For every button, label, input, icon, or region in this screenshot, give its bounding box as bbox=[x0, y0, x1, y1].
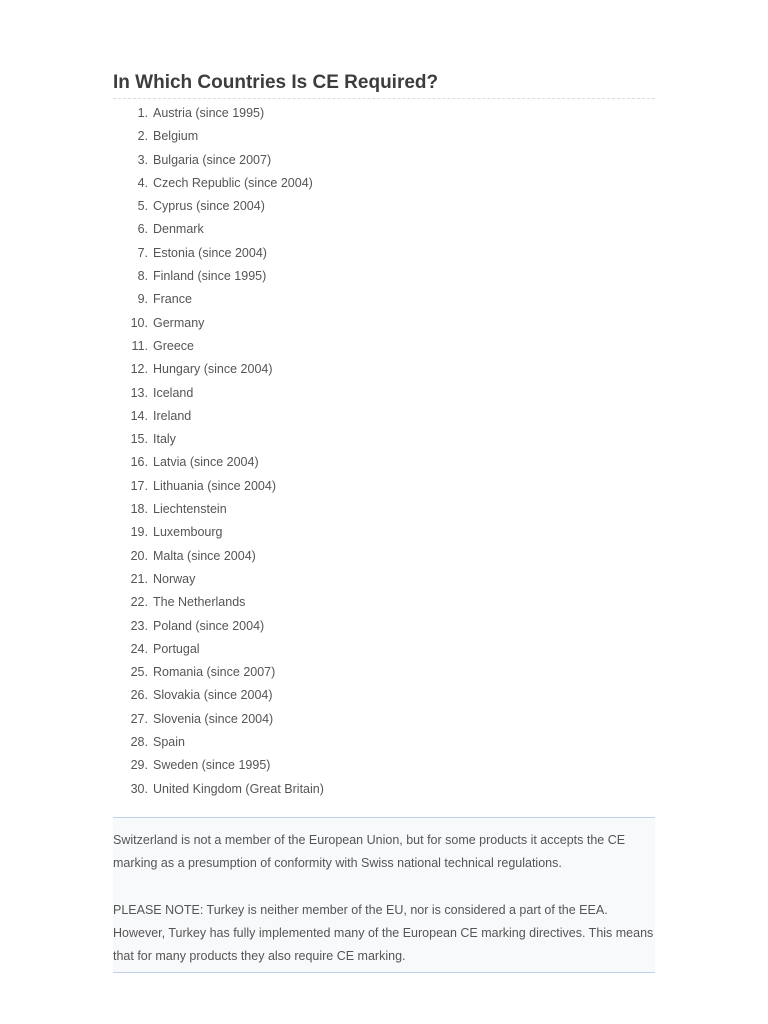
list-item bbox=[113, 451, 655, 474]
list-item bbox=[113, 218, 655, 241]
list-item bbox=[113, 545, 655, 568]
list-item-number: 6. bbox=[137, 222, 148, 237]
list-item-number: 18. bbox=[130, 502, 148, 517]
list-item bbox=[113, 661, 655, 684]
list-item bbox=[113, 568, 655, 591]
list-item-number: 1. bbox=[137, 106, 148, 120]
list-item-number: 24. bbox=[130, 641, 148, 656]
list-item-number: 29. bbox=[130, 758, 148, 773]
list-item-number: 25. bbox=[130, 665, 148, 680]
list-item bbox=[113, 242, 655, 265]
list-item-number: 17. bbox=[130, 478, 148, 493]
country-name: Estonia (since 2004) bbox=[153, 245, 267, 260]
list-item bbox=[113, 591, 655, 614]
list-item bbox=[113, 708, 655, 731]
list-item-number: 30. bbox=[130, 781, 148, 796]
list-item-number: 13. bbox=[130, 385, 148, 400]
list-item bbox=[113, 288, 655, 311]
list-item-number: 22. bbox=[130, 595, 148, 610]
list-item bbox=[113, 358, 655, 381]
list-item-number: 12. bbox=[130, 362, 148, 377]
list-item-number: 4. bbox=[137, 175, 148, 190]
list-item bbox=[113, 149, 655, 172]
country-name: France bbox=[153, 292, 192, 307]
list-item bbox=[113, 684, 655, 707]
list-item bbox=[113, 615, 655, 638]
list-item bbox=[113, 195, 655, 218]
list-item-number: 19. bbox=[130, 525, 148, 540]
list-item bbox=[113, 428, 655, 451]
list-item bbox=[113, 638, 655, 661]
list-item bbox=[113, 265, 655, 288]
list-item bbox=[113, 778, 655, 801]
country-name: Belgium bbox=[153, 129, 199, 144]
country-name: Germany bbox=[153, 315, 205, 330]
list-item bbox=[113, 475, 655, 498]
country-name: Austria (since 1995) bbox=[153, 106, 265, 120]
list-item-number: 16. bbox=[130, 455, 148, 470]
country-name: Spain bbox=[153, 735, 185, 750]
country-name: The Netherlands bbox=[153, 595, 246, 610]
country-name: Finland (since 1995) bbox=[153, 269, 267, 284]
list-item-number: 3. bbox=[137, 152, 148, 167]
list-item-number: 15. bbox=[130, 432, 148, 447]
country-name: Liechtenstein bbox=[153, 502, 227, 517]
list-item-number: 27. bbox=[130, 711, 148, 726]
country-name: Luxembourg bbox=[153, 525, 223, 540]
article bbox=[113, 70, 655, 973]
list-item bbox=[113, 335, 655, 358]
list-item-number: 5. bbox=[137, 199, 148, 214]
country-name: Iceland bbox=[153, 385, 194, 400]
country-name: Slovakia (since 2004) bbox=[153, 688, 273, 703]
list-item-number: 23. bbox=[130, 618, 148, 633]
country-name: Cyprus (since 2004) bbox=[153, 199, 265, 214]
list-item-number: 28. bbox=[130, 735, 148, 750]
list-item bbox=[113, 172, 655, 195]
list-item bbox=[113, 754, 655, 777]
list-item bbox=[113, 125, 655, 148]
country-name: United Kingdom (Great Britain) bbox=[153, 781, 324, 796]
list-item-number: 21. bbox=[130, 571, 148, 586]
list-item-number: 9. bbox=[137, 292, 148, 307]
country-name: Poland (since 2004) bbox=[153, 618, 265, 633]
list-item bbox=[113, 382, 655, 405]
country-name: Italy bbox=[153, 432, 176, 447]
list-item-number: 10. bbox=[130, 315, 148, 330]
country-name: Bulgaria (since 2007) bbox=[153, 152, 272, 167]
country-list bbox=[113, 102, 655, 801]
list-item-number: 8. bbox=[137, 269, 148, 284]
country-name: Romania (since 2007) bbox=[153, 665, 276, 680]
list-item-number: 2. bbox=[137, 129, 148, 144]
list-item-number: 11. bbox=[131, 338, 148, 353]
country-name: Hungary (since 2004) bbox=[153, 362, 273, 377]
list-item-number: 20. bbox=[130, 548, 148, 563]
country-name: Lithuania (since 2004) bbox=[153, 478, 276, 493]
country-name: Greece bbox=[153, 338, 194, 353]
country-name: Malta (since 2004) bbox=[153, 548, 256, 563]
list-item bbox=[113, 498, 655, 521]
country-name: Denmark bbox=[153, 222, 204, 237]
country-name: Slovenia (since 2004) bbox=[153, 711, 274, 726]
list-item bbox=[113, 521, 655, 544]
note-box bbox=[113, 817, 655, 973]
country-name: Sweden (since 1995) bbox=[153, 758, 271, 773]
country-name: Norway bbox=[153, 571, 196, 586]
country-name: Czech Republic (since 2004) bbox=[153, 175, 313, 190]
list-item-number: 7. bbox=[137, 245, 148, 260]
country-name: Ireland bbox=[153, 408, 192, 423]
switzerland-note: Switzerland is not a member of the European Union, but for some products it accepts the CE marking as a presumption of conformity with Swiss national technical regulations. bbox=[113, 832, 626, 871]
list-item bbox=[113, 731, 655, 754]
country-name: Latvia (since 2004) bbox=[153, 455, 259, 470]
turkey-note: PLEASE NOTE: Turkey is neither member of the EU, nor is considered a part of the EEA. However, Turkey has fully implemented many of the European CE marking directives. This means that for many products they also require CE marking. bbox=[113, 902, 654, 964]
list-item-number: 14. bbox=[130, 408, 148, 423]
list-item bbox=[113, 312, 655, 335]
list-item bbox=[113, 102, 655, 125]
page-title: In Which Countries Is CE Required? bbox=[113, 70, 655, 99]
list-item bbox=[113, 405, 655, 428]
country-name: Portugal bbox=[153, 641, 200, 656]
list-item-number: 26. bbox=[130, 688, 148, 703]
